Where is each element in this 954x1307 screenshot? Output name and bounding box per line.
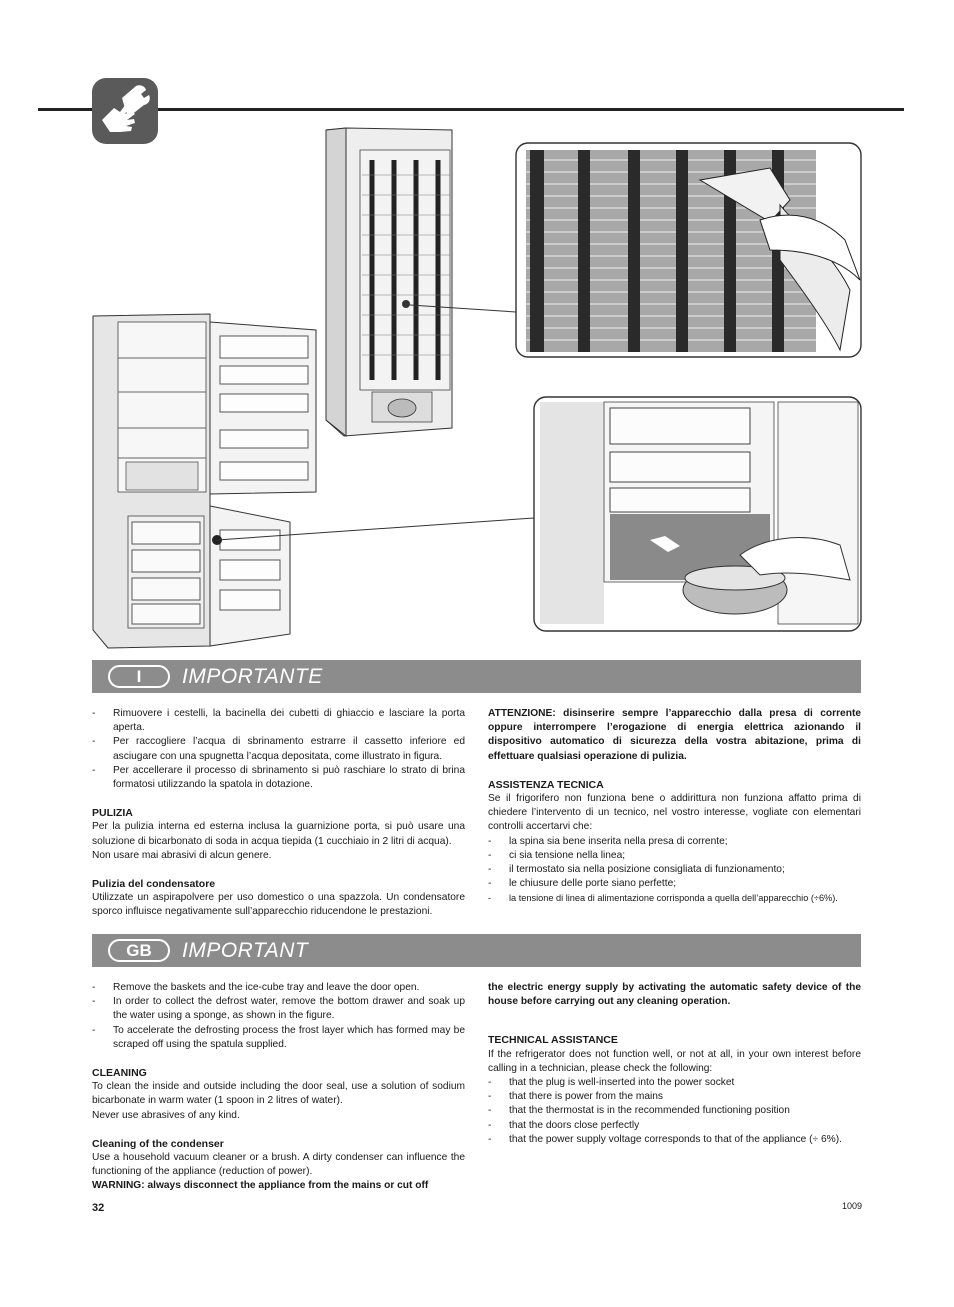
fridge-back-icon — [326, 128, 452, 436]
list-item: - il termostato sia nella posizione consigliata di funzionamento; — [488, 863, 861, 877]
warning-text: WARNING: always disconnect the appliance from the mains or cut off — [92, 1180, 429, 1192]
list-item: - Remove the baskets and the ice-cube tray and leave the door open. — [92, 981, 465, 995]
section-header-it — [92, 660, 861, 693]
list-item: - that the power supply voltage corresponds to that of the appliance (÷ 6%). — [488, 1133, 861, 1147]
list-item: - ci sia tensione nella linea; — [488, 849, 861, 863]
cleaning-note: Non usare mai abrasivi di alcun genere. — [92, 849, 272, 861]
cleaning-text: To clean the inside and outside including the door seal, use a solution of sodium bicarbonate in warm water (1 spoon in 2 litres of water). — [92, 1081, 465, 1107]
condenser-text: Utilizzate un aspirapolvere per uso domestico o una spazzola. Un condensatore sporco influisce negativamente sull’apparecchio riducendone le prestazioni. — [92, 892, 465, 918]
gb-checklist — [488, 1076, 861, 1147]
assistance-text: Se il frigorifero non funziona bene o addirittura non funziona affatto prima di chiedere l’intervento di un tecnico, nel vostro interesse, vogliate con elementari controlli accertarvi che: — [488, 793, 861, 833]
assistance-heading: ASSISTENZA TECNICA — [488, 778, 604, 791]
cleaning-note: Never use abrasives of any kind. — [92, 1109, 240, 1121]
list-item: - Rimuovere i cestelli, la bacinella dei cubetti di ghiaccio e lasciare la porta aperta. — [92, 707, 465, 735]
cleaning-text: Per la pulizia interna ed esterna inclusa la guarnizione porta, si può usare una soluzione di bicarbonato di soda in acqua tiepida (1 cucchiaio in 2 litri di acqua). — [92, 821, 465, 847]
condenser-text: Use a household vacuum cleaner or a brush. A dirty condenser can influence the functioning of the appliance (reduction of power). — [92, 1152, 465, 1178]
list-item: - Per accellerare il processo di sbrinamento si può raschiare lo strato di brina formatosi utilizzando la spatola in dotazione. — [92, 764, 465, 792]
list-item: - that there is power from the mains — [488, 1090, 861, 1104]
language-code: GB — [126, 941, 152, 960]
condenser-heading: Pulizia del condensatore — [92, 878, 216, 891]
language-badge-it — [108, 665, 170, 688]
header-rule — [38, 108, 904, 111]
condenser-heading: Cleaning of the condenser — [92, 1137, 224, 1150]
warning-text: ATTENZIONE: disinserire sempre l’apparecchio dalla presa di corrente oppure interrompere l’erogazione di energia elettrica azionando il dispositivo automatico di sicurezza della vostra abitazione, prima di effettuare qualsiasi operazione di pulizia. — [488, 708, 861, 762]
list-item: - To accelerate the defrosting process the frost layer which has formed may be scraped off using the spatula supplied. — [92, 1024, 465, 1052]
list-item: - le chiusure delle porte siano perfette; — [488, 877, 861, 891]
section-title: IMPORTANT — [182, 939, 309, 962]
list-item: - Per raccogliere l’acqua di sbrinamento estrarre il cassetto inferiore ed asciugare con una spugnetta l’acqua depositata, come illustrato in figura. — [92, 735, 465, 763]
it-left-column — [92, 707, 465, 920]
list-item: - la spina sia bene inserita nella presa di corrente; — [488, 835, 861, 849]
language-code: I — [136, 667, 142, 686]
vacuum-cleaning-icon — [516, 143, 861, 357]
list-item: - that the doors close perfectly — [488, 1119, 861, 1133]
page-number: 32 — [92, 1202, 105, 1214]
assistance-heading: TECHNICAL ASSISTANCE — [488, 1034, 618, 1047]
gb-left-column — [92, 981, 465, 1194]
list-item: - la tensione di linea di alimentazione corrisponda a quella dell’apparecchio (÷6%). — [488, 891, 861, 905]
defrost-illustrations — [0, 120, 954, 650]
list-item: - that the plug is well-inserted into the power socket — [488, 1076, 861, 1090]
language-badge-gb — [108, 939, 170, 962]
cleaning-heading: PULIZIA — [92, 807, 133, 820]
it-checklist — [488, 835, 861, 906]
section-title: IMPORTANTE — [182, 665, 323, 688]
document-code: 1009 — [842, 1201, 863, 1211]
assistance-text: If the refrigerator does not function well, or not at all, in your own interest before calling in a technician, please check the following: — [488, 1048, 861, 1074]
list-item: - that the thermostat is in the recommended functioning position — [488, 1104, 861, 1118]
fridge-open-icon — [93, 314, 316, 648]
gb-defrost-steps — [92, 981, 465, 1052]
warning-text: the electric energy supply by activating the automatic safety device of the house before carrying out any cleaning operation. — [488, 982, 861, 1008]
sponge-bowl-icon — [534, 397, 861, 631]
list-item: - In order to collect the defrost water, remove the bottom drawer and soak up the water using a sponge, as shown in the figure. — [92, 995, 465, 1023]
section-header-gb — [92, 934, 861, 967]
it-right-column — [488, 707, 861, 906]
it-defrost-steps — [92, 707, 465, 792]
cleaning-heading: CLEANING — [92, 1067, 147, 1080]
gb-right-column — [488, 981, 861, 1147]
